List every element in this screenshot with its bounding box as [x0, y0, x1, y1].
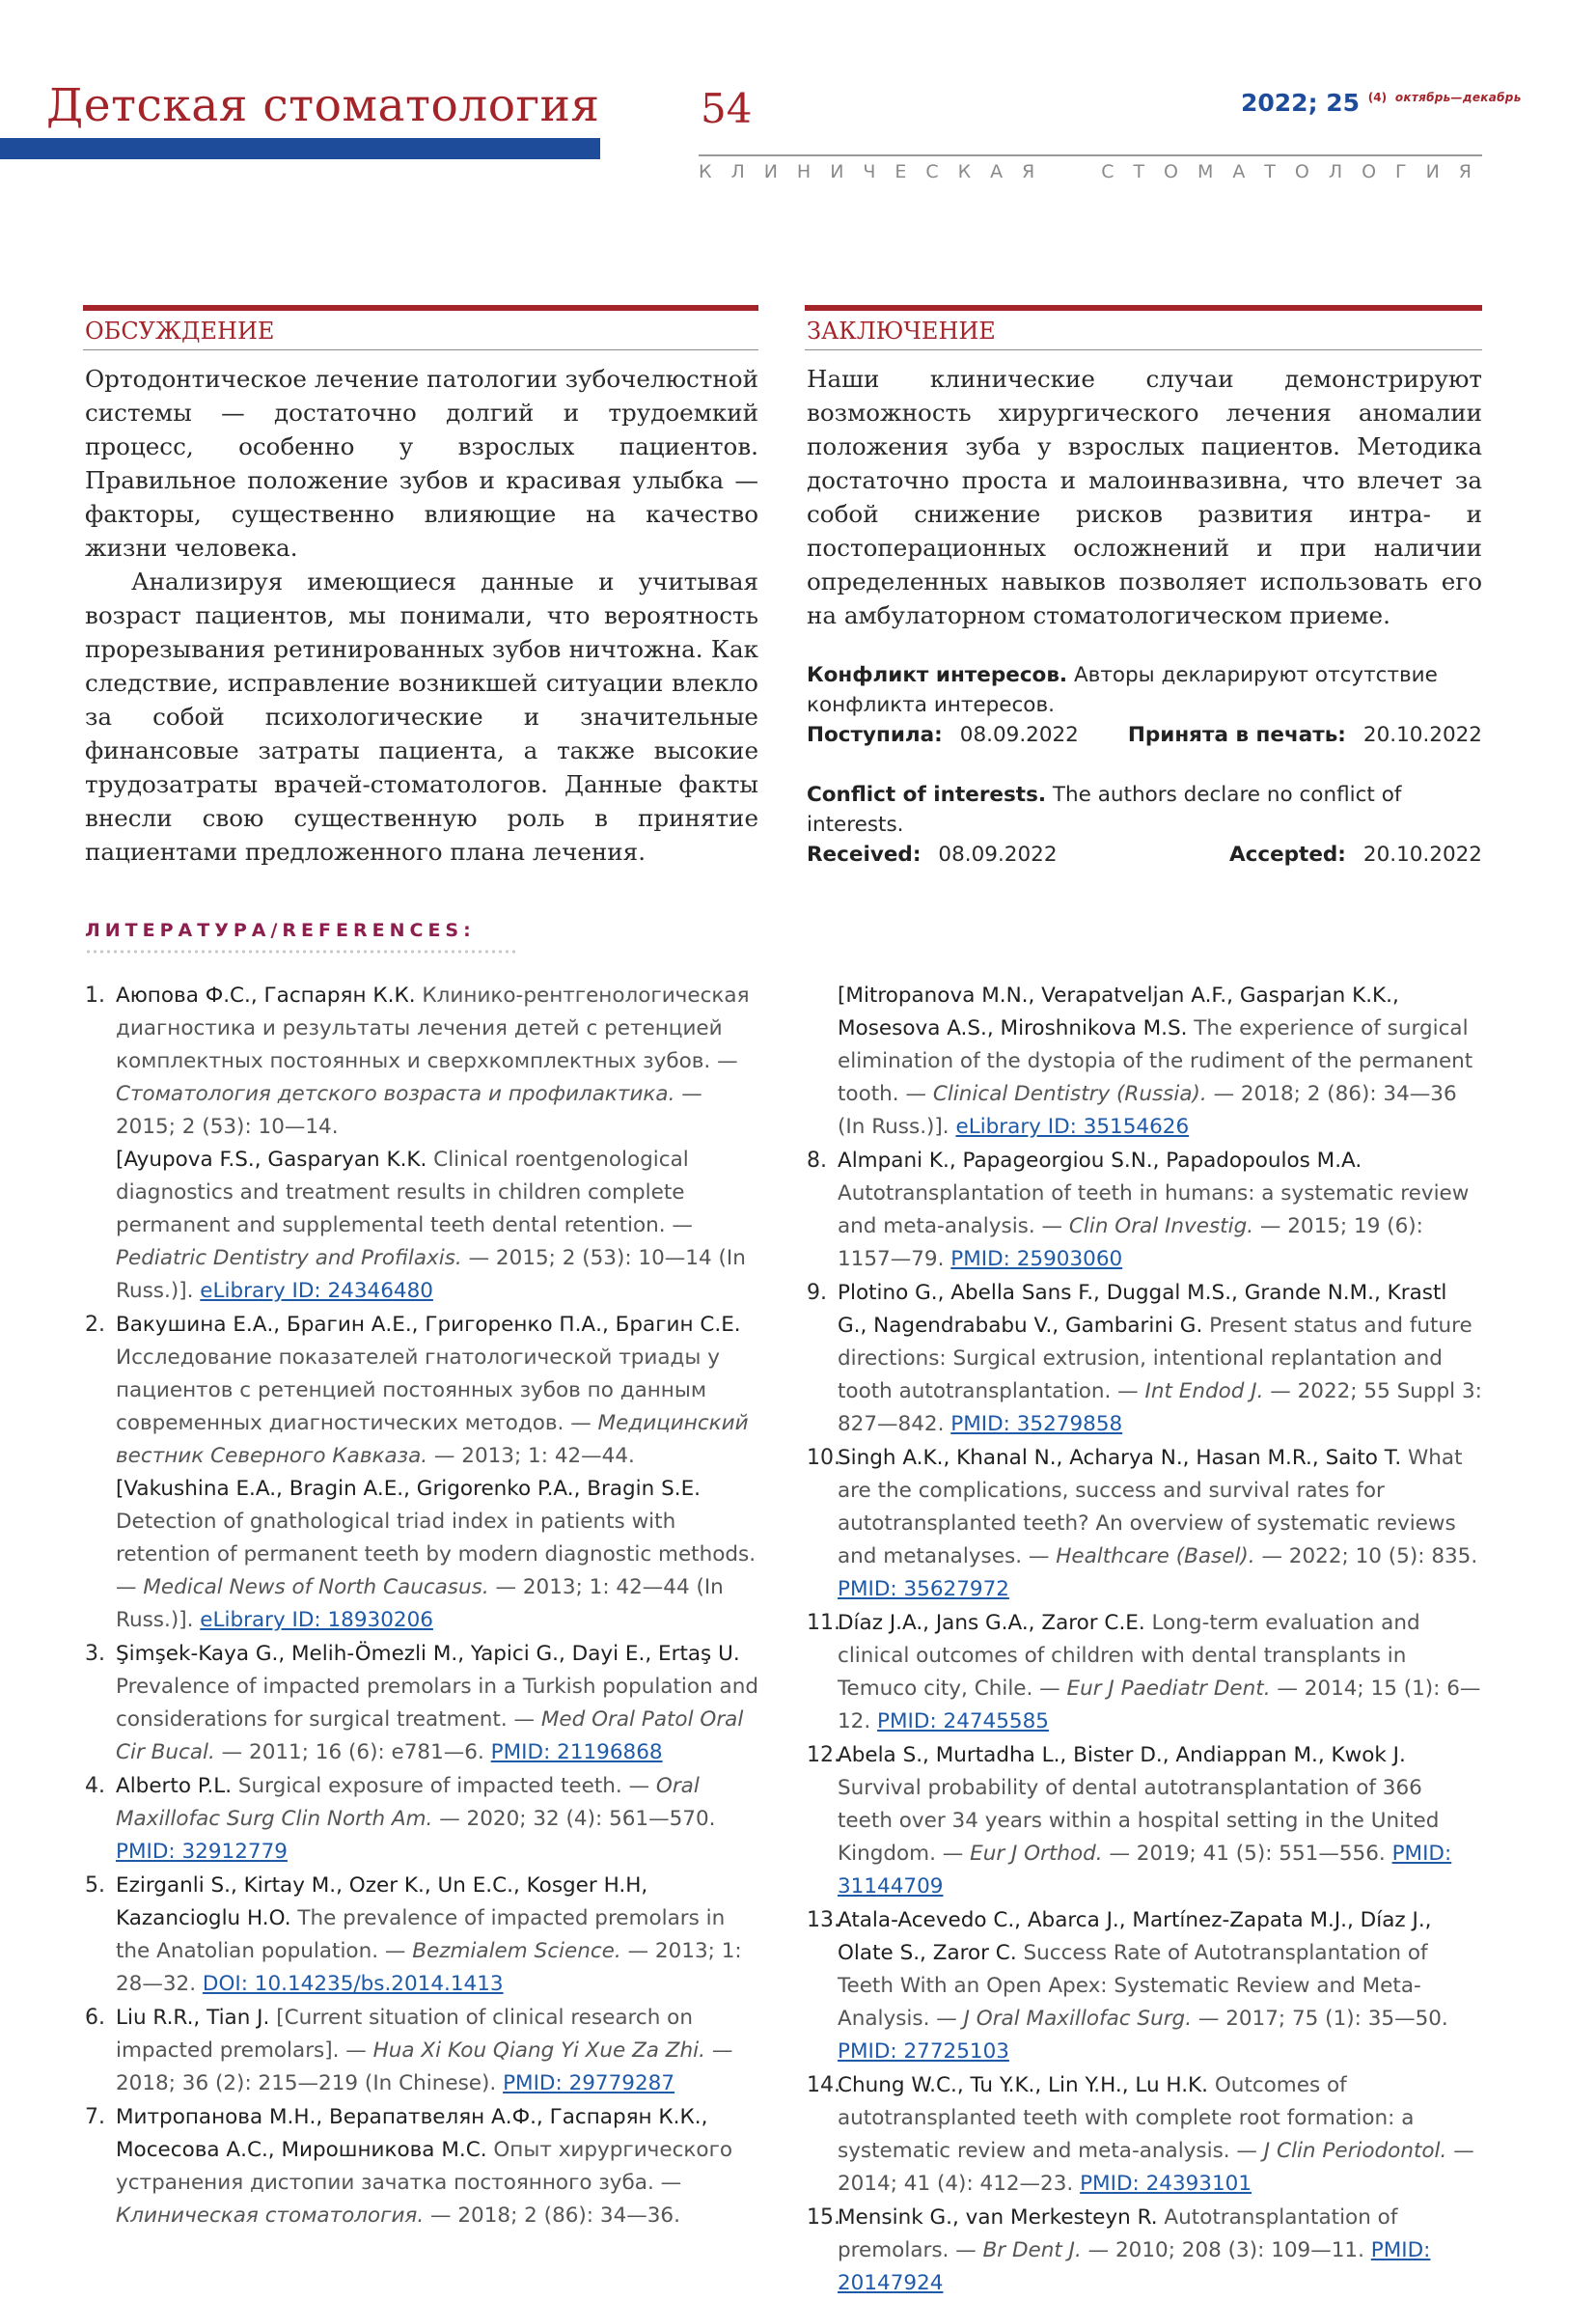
conflict-ru [807, 660, 1482, 720]
reference-number: 14. [807, 2073, 840, 2097]
conflict-en [807, 780, 1482, 840]
issue-year-volume: 2022; 25 [1241, 89, 1361, 117]
reference-item [85, 2101, 760, 2232]
reference-source: Int Endod J. [1144, 1379, 1264, 1403]
reference-en-source: Pediatric Dentistry and Profilaxis. [116, 1246, 462, 1270]
page-number: 54 [701, 85, 753, 132]
reference-details: — 2014; 15 (1): 6—12. [838, 1677, 1481, 1733]
reference-authors: Аюпова Ф.С., Гаспарян К.К. [116, 984, 416, 1008]
reference-title: Long-term evaluation and clinical outcomes of children with dental transplants in Temuco city, Chile. — [838, 1611, 1420, 1701]
reference-link[interactable]: PMID: 24745585 [877, 1709, 1049, 1733]
reference-details: — 2010; 208 (3): 109—11. [1081, 2238, 1371, 2262]
reference-title: Surgical exposure of impacted teeth. — [232, 1774, 656, 1798]
reference-details: — 2017; 75 (1): 35—50. [1192, 2007, 1448, 2031]
reference-item [807, 1904, 1482, 2068]
reference-authors: Liu R.R., Tian J. [116, 2006, 270, 2030]
reference-authors: Atala-Acevedo C., Abarca J., Martínez-Zapata M.J., Díaz J., Olate S., Zaror C. [838, 1908, 1432, 1965]
reference-en-authors: [Vakushina E.A., Bragin A.E., Grigorenko P.A., Bragin S.E. [116, 1477, 701, 1501]
reference-authors: Вакушина Е.А., Брагин А.Е., Григоренко П.А., Брагин С.Е. [116, 1313, 741, 1337]
reference-source: Oral Maxillofac Surg Clin North Am. [116, 1774, 700, 1831]
reference-details: — 2013; 1: 28—32. [116, 1939, 742, 1996]
reference-item [807, 2069, 1482, 2201]
reference-title: Опыт хирургического устранения дистопии зачатка постоянного зуба. — [116, 2138, 733, 2195]
reference-source: Медицинский вестник Северного Кавказа. [116, 1411, 749, 1468]
reference-link[interactable]: PMID: 21196868 [490, 1740, 663, 1764]
reference-details: — 2020; 32 (4): 561—570. [432, 1807, 716, 1831]
reference-number: 1. [85, 984, 105, 1008]
reference-details: — 2019; 41 (5): 551—556. [1102, 1842, 1392, 1866]
discussion-top-rule [83, 305, 758, 311]
conclusion-paragraph-1: Наши клинические случаи демонстрируют возможность хирургического лечения аномалии положения зуба у взрослых пациентов. Методика достаточно проста и малоинвазивна, что влечет за собой снижение рисков развития интра- и постоперационных осложнений и при наличии определенных навыков позволяет использовать его на амбулаторном стоматологическом приеме. [807, 365, 1482, 629]
reference-title: Present status and future directions: Surgical extrusion, intentional replantation and tooth autotransplantation. — [838, 1314, 1472, 1403]
reference-en-source: Clinical Dentistry (Russia). [932, 1082, 1207, 1106]
reference-item [85, 2002, 760, 2100]
reference-link[interactable]: PMID: 27725103 [838, 2039, 1009, 2064]
reference-title: Outcomes of autotransplanted teeth with complete root formation: a systematic review and meta-analysis. — [838, 2073, 1415, 2163]
conclusion-heading-rule [805, 349, 1482, 350]
reference-authors: Chung W.C., Tu Y.K., Lin Y.H., Lu H.K. [838, 2073, 1208, 2097]
reference-item [807, 2202, 1482, 2300]
received-en-date: 08.09.2022 [938, 843, 1058, 867]
reference-number: 13. [807, 1908, 840, 1932]
reference-details: — 2015; 2 (53): 10—14. [116, 1082, 702, 1139]
reference-authors: Díaz J.A., Jans G.A., Zaror C.E. [838, 1611, 1145, 1635]
reference-authors: Mensink G., van Merkesteyn R. [838, 2205, 1158, 2230]
references-title: ЛИТЕРАТУРА/REFERENCES: [85, 920, 476, 941]
reference-link[interactable]: PMID: 29779287 [503, 2071, 674, 2095]
conflict-block [807, 660, 1482, 870]
reference-source: Clin Oral Investig. [1068, 1214, 1254, 1238]
reference-link[interactable]: PMID: 32912779 [116, 1840, 288, 1864]
reference-item [807, 1607, 1482, 1738]
received-en-label: Received: [807, 843, 922, 867]
reference-source: J Oral Maxillofac Surg. [963, 2007, 1193, 2031]
reference-authors: Şimşek-Kaya G., Melih-Ömezli M., Yapici G., Dayi E., Ertaş U. [116, 1642, 740, 1666]
reference-number: 12. [807, 1743, 840, 1767]
reference-link[interactable]: PMID: 35627972 [838, 1577, 1009, 1601]
reference-item [85, 1309, 760, 1637]
reference-link[interactable]: PMID: 35279858 [950, 1412, 1123, 1436]
reference-authors: Alberto P.L. [116, 1774, 233, 1798]
reference-number: 6. [85, 2006, 105, 2030]
reference-details: — 2014; 41 (4): 412—23. [838, 2139, 1474, 2196]
reference-en-details: — 2018; 2 (86): 34—36 (In Russ.)]. [838, 1082, 1457, 1139]
received-ru-label: Поступила: [807, 723, 943, 747]
reference-link[interactable]: eLibrary ID: 35154626 [955, 1115, 1190, 1139]
reference-en-title: Detection of gnathological triad index in patients with retention of permanent teeth by modern diagnostic methods. — [116, 1510, 757, 1599]
reference-item [807, 1442, 1482, 1606]
dates-en [807, 840, 1482, 870]
issue-info [1241, 89, 1522, 117]
reference-link[interactable]: PMID: 24393101 [1080, 2172, 1252, 2196]
conflict-en-text: The authors declare no conflict of interests. [807, 783, 1402, 837]
conclusion-text [807, 362, 1482, 632]
reference-source: Med Oral Patol Oral Cir Bucal. [116, 1707, 744, 1764]
reference-title: Success Rate of Autotransplantation of Teeth With an Open Apex: Systematic Review and Meta-Analysis. — [838, 1941, 1428, 2031]
reference-number: 15. [807, 2205, 840, 2230]
reference-link[interactable]: eLibrary ID: 18930206 [200, 1608, 433, 1632]
section-name: К Л И Н И Ч Е С К А Я С Т О М А Т О Л О Г И Я [699, 161, 1482, 182]
received-ru-date: 08.09.2022 [959, 723, 1079, 747]
reference-number: 4. [85, 1774, 105, 1798]
reference-en-details: — 2015; 2 (53): 10—14 (In Russ.)]. [116, 1246, 746, 1303]
references-column-left [85, 980, 760, 2233]
reference-source: Eur J Paediatr Dent. [1066, 1677, 1271, 1701]
discussion-paragraph-2: Анализируя имеющиеся данные и учитывая возраст пациентов, мы понимали, что вероятность прорезывания ретинированных зубов ничтожна. Как следствие, исправление возникшей ситуации влекло за собой психологические и значительные финансовые затраты пациента, а также высокие трудозатраты врачей-стоматологов. Данные факты внесли свою существенную роль в принятие пациентами предложенного плана лечения. [85, 568, 758, 866]
reference-en-authors: [Ayupova F.S., Gasparyan K.K. [116, 1148, 427, 1172]
conflict-ru-text: Авторы декларируют отсутствие конфликта интересов. [807, 663, 1438, 717]
reference-en-title: The experience of surgical elimination of the dystopia of the rudiment of the permanent tooth. — [838, 1016, 1473, 1106]
reference-details: — 2022; 10 (5): 835. [1254, 1544, 1478, 1568]
header-accent-bar [0, 138, 600, 159]
reference-details: — 2022; 55 Suppl 3: 827—842. [838, 1379, 1482, 1436]
reference-en-details: — 2013; 1: 42—44 (In Russ.)]. [116, 1575, 724, 1632]
conclusion-top-rule [805, 305, 1482, 311]
reference-title: Autotransplantation of teeth in humans: a systematic review and meta-analysis. — [838, 1181, 1470, 1238]
reference-details: — 2018; 36 (2): 215—219 (In Chinese). [116, 2038, 733, 2095]
reference-link[interactable]: DOI: 10.14235/bs.2014.1413 [202, 1972, 504, 1996]
dates-ru [807, 720, 1482, 750]
reference-title: Survival probability of dental autotransplantation of 366 teeth over 34 years within a hospital setting in the United Kingdom. — [838, 1776, 1440, 1866]
references-dotted-rule [85, 950, 515, 954]
reference-authors: Митропанова М.Н., Верапатвелян А.Ф., Гаспарян К.К., Мосесова А.С., Мирошникова М.С. [116, 2105, 708, 2162]
reference-item [85, 1870, 760, 2001]
reference-number: 5. [85, 1873, 105, 1898]
references-column-right [807, 980, 1482, 2301]
reference-number: 9. [807, 1281, 827, 1305]
reference-number: 7. [85, 2105, 105, 2129]
reference-item [807, 980, 1482, 1144]
reference-source: Клиническая стоматология. [116, 2204, 425, 2228]
reference-authors: Ezirganli S., Kirtay M., Ozer K., Un E.C., Kosger H.H, Kazancioglu H.O. [116, 1873, 648, 1930]
reference-details: — 2018; 2 (86): 34—36. [424, 2204, 680, 2228]
reference-details: — 2013; 1: 42—44. [427, 1444, 635, 1468]
header-rule [699, 154, 1482, 156]
reference-source: J Clin Periodontol. [1263, 2139, 1447, 2163]
reference-item [85, 980, 760, 1308]
reference-title: The prevalence of impacted premolars in the Anatolian population. — [116, 1906, 726, 1963]
accepted-ru-date: 20.10.2022 [1362, 723, 1482, 747]
reference-title: Prevalence of impacted premolars in a Turkish population and considerations for surgical treatment. — [116, 1675, 758, 1732]
reference-title: [Current situation of clinical research on impacted premolars]. — [116, 2006, 693, 2063]
reference-number: 3. [85, 1642, 105, 1666]
reference-source: Стоматология детского возраста и профилактика. [116, 1082, 675, 1106]
accepted-en-label: Accepted: [1228, 843, 1346, 867]
reference-en-title: Clinical roentgenological diagnostics and treatment results in children complete permanent and supplemental teeth dental retention. — [116, 1148, 693, 1237]
reference-en-authors: [Mitropanova M.N., Verapatveljan A.F., Gasparjan K.K., Mosesova A.S., Miroshnikova M.S. [838, 984, 1399, 1040]
reference-link[interactable]: PMID: 20147924 [838, 2238, 1431, 2295]
discussion-heading: ОБСУЖДЕНИЕ [85, 318, 275, 345]
discussion-paragraph-1: Ортодонтическое лечение патологии зубочелюстной системы — достаточно долгий и трудоемкий процесс, особенно у взрослых пациентов. Правильное положение зубов и красивая улыбка — факторы, существенно влияющие на качество жизни человека. [85, 365, 758, 562]
reference-authors: Almpani K., Papageorgiou S.N., Papadopoulos M.A. [838, 1149, 1362, 1173]
reference-source: Bezmialem Science. [412, 1939, 621, 1963]
conflict-en-label: Conflict of interests. [807, 783, 1047, 807]
issue-months: октябрь—декабрь [1394, 91, 1522, 104]
reference-source: Healthcare (Basel). [1056, 1544, 1255, 1568]
reference-link[interactable]: PMID: 31144709 [838, 1842, 1452, 1899]
reference-authors: Abela S., Murtadha L., Bister D., Andiappan M., Kwok J. [838, 1743, 1406, 1767]
accepted-en-date: 20.10.2022 [1362, 843, 1482, 867]
reference-source: Br Dent J. [982, 2238, 1082, 2262]
reference-number: 11. [807, 1611, 840, 1635]
reference-item [85, 1770, 760, 1869]
reference-number: 2. [85, 1313, 105, 1337]
reference-authors: Singh A.K., Khanal N., Acharya N., Hasan M.R., Saito T. [838, 1446, 1402, 1470]
reference-item [807, 1739, 1482, 1903]
reference-title: What are the complications, success and survival rates for autotransplanted teeth? An overview of systematic reviews and metanalyses. — [838, 1446, 1463, 1568]
reference-source: Hua Xi Kou Qiang Yi Xue Za Zhi. [372, 2038, 705, 2063]
issue-number: (4) [1367, 91, 1388, 104]
reference-number: 10. [807, 1446, 840, 1470]
conclusion-heading: ЗАКЛЮЧЕНИЕ [807, 318, 996, 345]
reference-number: 8. [807, 1149, 827, 1173]
reference-item [807, 1277, 1482, 1441]
journal-title: Детская стоматология [46, 79, 600, 132]
reference-title: Autotransplantation of premolars. — [838, 2205, 1398, 2262]
reference-authors: Plotino G., Abella Sans F., Duggal M.S., Grande N.M., Krastl G., Nagendrababu V., Gambarini G. [838, 1281, 1447, 1338]
discussion-text [85, 362, 758, 869]
reference-item [807, 1145, 1482, 1276]
accepted-ru-label: Принята в печать: [1127, 723, 1346, 747]
reference-link[interactable]: PMID: 25903060 [950, 1247, 1123, 1271]
reference-source: Eur J Orthod. [970, 1842, 1103, 1866]
reference-en-source: Medical News of North Caucasus. [143, 1575, 489, 1599]
reference-details: — 2011; 16 (6): e781—6. [214, 1740, 491, 1764]
reference-item [85, 1638, 760, 1769]
discussion-heading-rule [83, 349, 758, 350]
reference-title: Исследование показателей гнатологической триады у пациентов с ретенцией постоянных зубов по данным современных диагностических методов. — [116, 1345, 720, 1435]
reference-details: — 2015; 19 (6): 1157—79. [838, 1214, 1423, 1271]
conflict-ru-label: Конфликт интересов. [807, 663, 1068, 687]
reference-link[interactable]: eLibrary ID: 24346480 [200, 1279, 433, 1303]
reference-title: Клинико-рентгенологическая диагностика и результаты лечения детей с ретенцией комплектных постоянных и сверхкомплектных зубов. — [116, 984, 750, 1073]
